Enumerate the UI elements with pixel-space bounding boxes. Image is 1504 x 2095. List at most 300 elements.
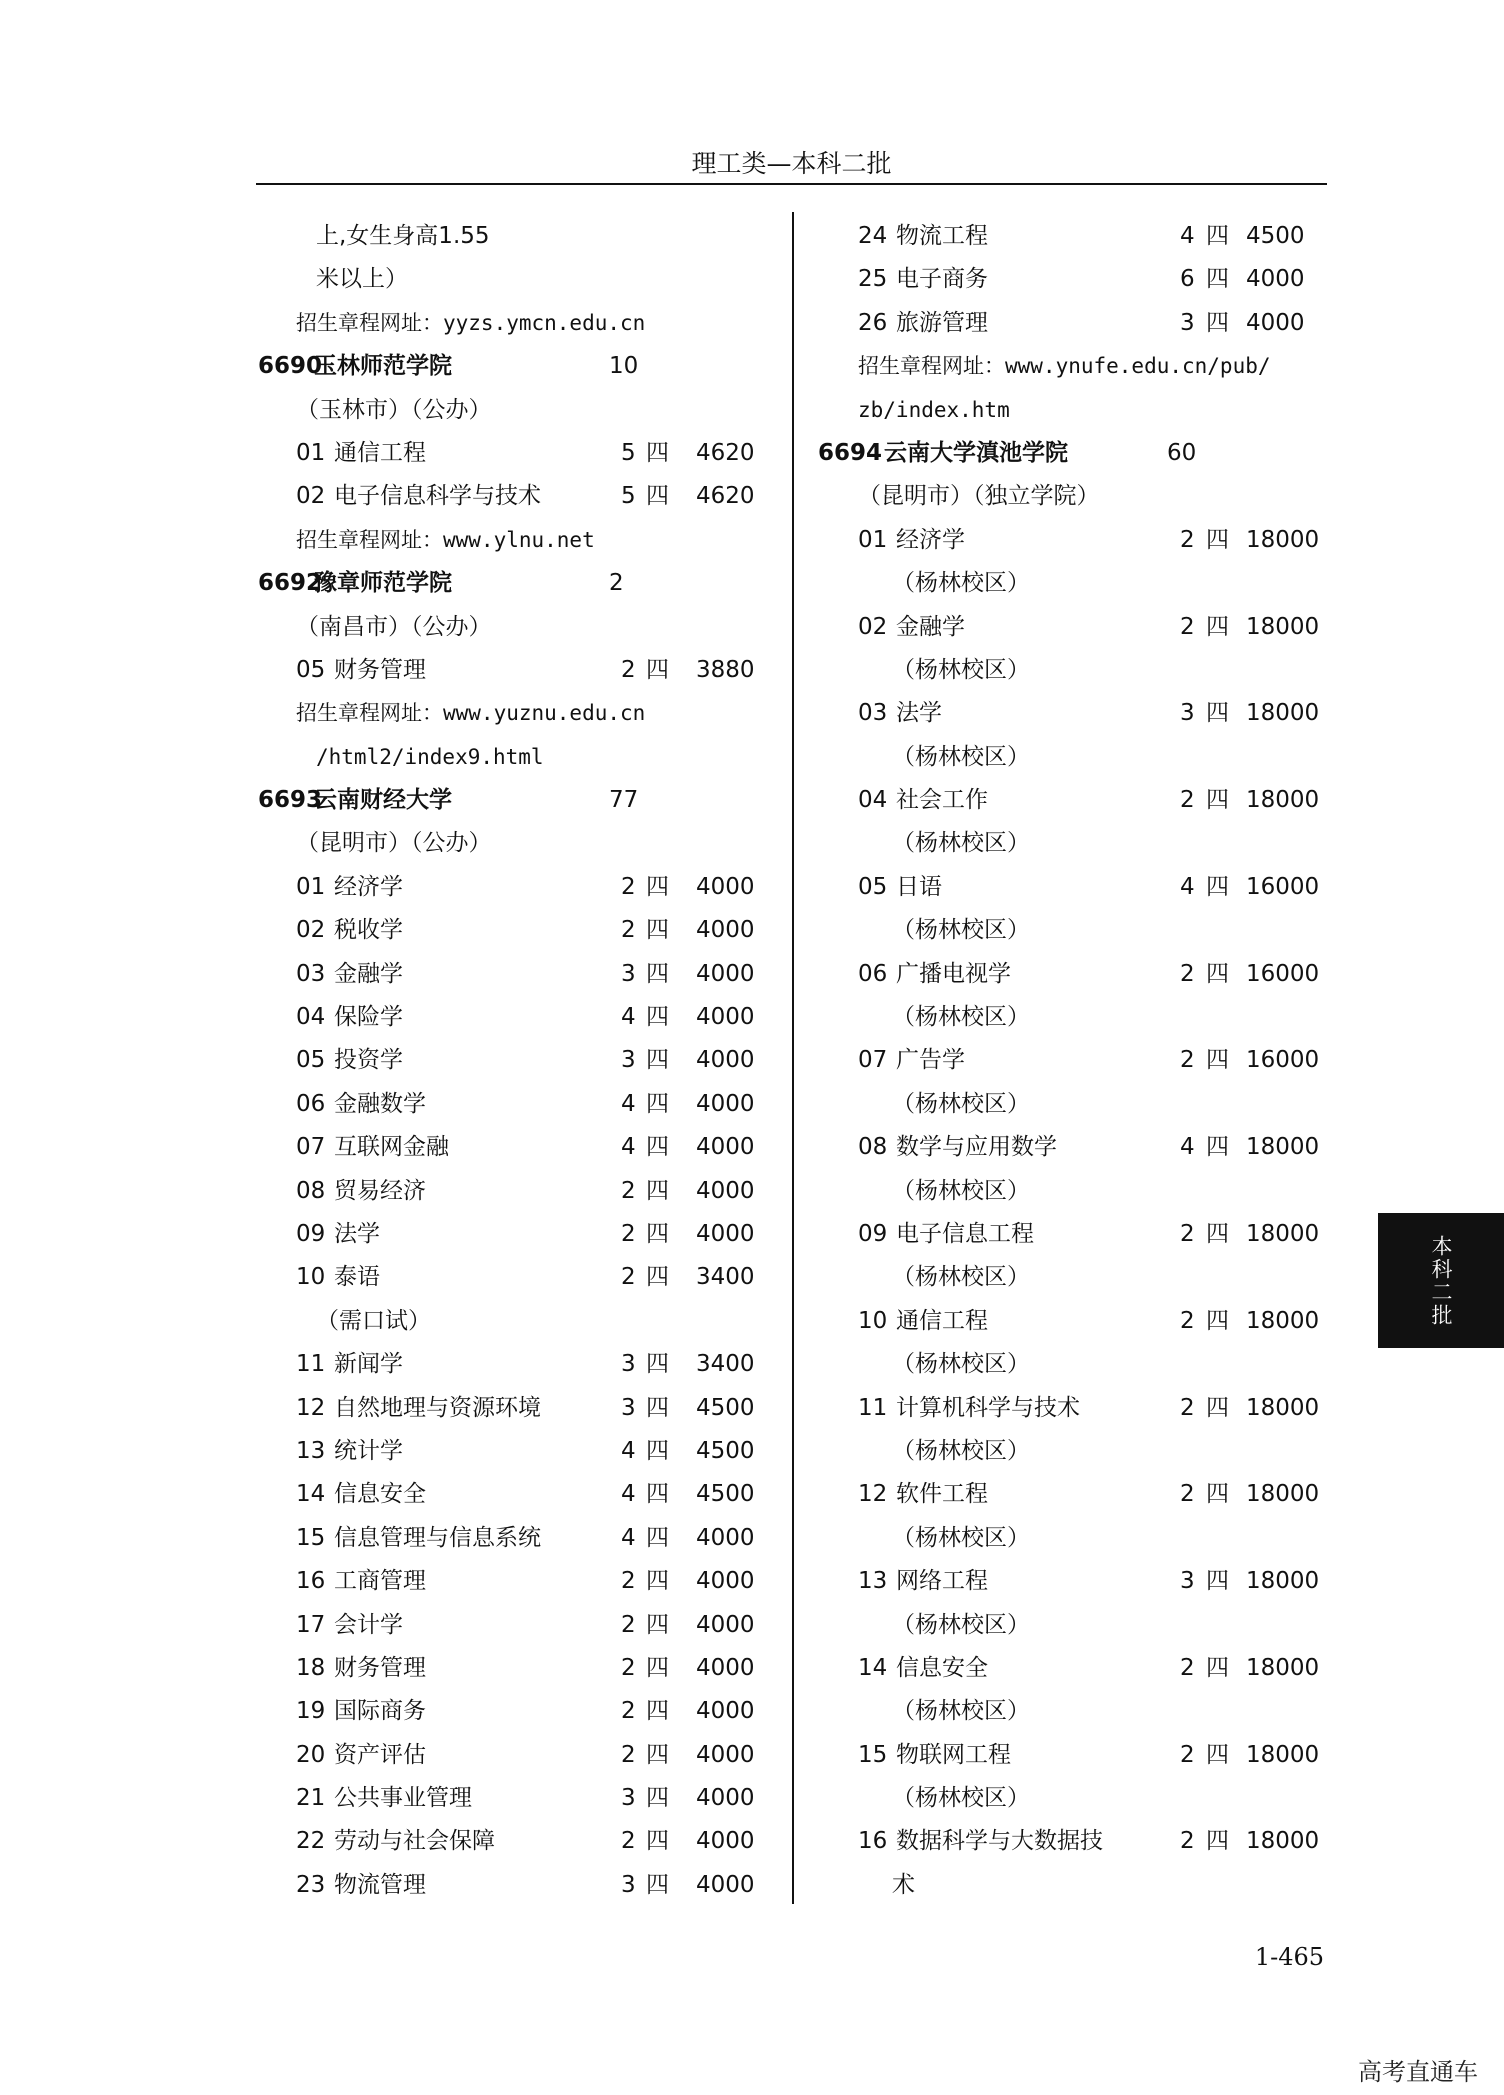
major-number: 02 xyxy=(858,613,888,640)
major-name: 税收学 xyxy=(334,917,403,944)
major-quota: 2 xyxy=(1180,1654,1195,1681)
continuation-text: （杨林校区） xyxy=(892,570,1030,597)
major-fee: 4000 xyxy=(696,1568,755,1595)
left-column xyxy=(256,215,780,1907)
major-fee: 16000 xyxy=(1246,873,1320,900)
major-row xyxy=(256,1256,780,1299)
continuation-row xyxy=(814,996,1324,1039)
major-name: 贸易经济 xyxy=(334,1177,426,1204)
major-quota: 4 xyxy=(621,1004,636,1031)
major-number: 12 xyxy=(858,1481,888,1508)
major-number: 05 xyxy=(296,1047,326,1074)
major-name: 信息安全 xyxy=(334,1481,426,1508)
major-row xyxy=(256,1039,780,1082)
major-number: 01 xyxy=(858,526,888,553)
major-duration: 四 xyxy=(646,1004,669,1031)
major-name: 信息管理与信息系统 xyxy=(334,1524,541,1551)
continuation-text: （杨林校区） xyxy=(892,1264,1030,1291)
major-row xyxy=(256,475,780,518)
major-duration: 四 xyxy=(646,1524,669,1551)
major-row xyxy=(256,1820,780,1863)
major-quota: 2 xyxy=(1180,1394,1195,1421)
major-duration: 四 xyxy=(1206,787,1229,814)
continuation-row xyxy=(814,1170,1324,1213)
continuation-row xyxy=(814,1343,1324,1386)
continuation-row xyxy=(256,215,780,258)
school-location-row xyxy=(256,822,780,865)
major-duration: 四 xyxy=(1206,1307,1229,1334)
major-quota: 2 xyxy=(1180,1307,1195,1334)
major-quota: 4 xyxy=(1180,223,1195,249)
major-number: 04 xyxy=(858,787,888,814)
major-row xyxy=(814,302,1324,345)
major-number: 06 xyxy=(296,1090,326,1117)
major-quota: 2 xyxy=(1180,1047,1195,1074)
side-tab-label: 本科二批 xyxy=(1429,1234,1453,1327)
major-duration: 四 xyxy=(1206,613,1229,640)
continuation-row xyxy=(814,649,1324,692)
major-fee: 4000 xyxy=(696,1177,755,1204)
continuation-text: （杨林校区） xyxy=(892,1785,1030,1812)
major-fee: 4000 xyxy=(696,1741,755,1768)
major-duration: 四 xyxy=(1206,266,1229,293)
major-fee: 4000 xyxy=(696,1134,755,1161)
major-duration: 四 xyxy=(646,917,669,944)
major-duration: 四 xyxy=(646,1394,669,1421)
major-quota: 4 xyxy=(621,1437,636,1464)
major-name: 经济学 xyxy=(334,873,403,900)
major-fee: 4620 xyxy=(696,483,755,510)
major-duration: 四 xyxy=(646,1177,669,1204)
continuation-row xyxy=(256,736,780,779)
major-fee: 4000 xyxy=(696,960,755,987)
continuation-row xyxy=(814,1777,1324,1820)
major-duration: 四 xyxy=(1206,1394,1229,1421)
major-duration: 四 xyxy=(1206,223,1229,249)
continuation-text: （杨林校区） xyxy=(892,656,1030,683)
major-row xyxy=(814,1734,1324,1777)
major-name: 网络工程 xyxy=(896,1568,988,1595)
major-fee: 4000 xyxy=(696,1524,755,1551)
major-number: 02 xyxy=(296,917,326,944)
page-number: 1-465 xyxy=(1254,1943,1324,1971)
major-fee: 3880 xyxy=(696,656,755,683)
continuation-text: （杨林校区） xyxy=(892,917,1030,944)
major-fee: 18000 xyxy=(1246,700,1320,727)
major-number: 16 xyxy=(858,1828,888,1855)
major-quota: 2 xyxy=(621,1654,636,1681)
school-name: 云南财经大学 xyxy=(314,787,452,814)
column-divider xyxy=(792,212,794,1904)
major-fee: 16000 xyxy=(1246,1047,1320,1074)
major-number: 19 xyxy=(296,1698,326,1725)
major-quota: 2 xyxy=(621,873,636,900)
major-fee: 18000 xyxy=(1246,526,1320,553)
major-fee: 4000 xyxy=(696,1654,755,1681)
side-tab xyxy=(1378,1213,1504,1348)
major-number: 18 xyxy=(296,1654,326,1681)
major-row xyxy=(814,1473,1324,1516)
major-row xyxy=(256,1864,780,1907)
major-row xyxy=(256,1473,780,1516)
major-fee: 3400 xyxy=(696,1264,755,1291)
major-number: 22 xyxy=(296,1828,326,1855)
major-row xyxy=(256,1083,780,1126)
major-name: 数学与应用数学 xyxy=(896,1134,1057,1161)
major-duration: 四 xyxy=(646,1828,669,1855)
major-number: 26 xyxy=(858,309,888,336)
major-number: 10 xyxy=(296,1264,326,1291)
major-number: 11 xyxy=(858,1394,888,1421)
major-quota: 2 xyxy=(621,1611,636,1638)
major-quota: 2 xyxy=(621,1220,636,1247)
major-name: 统计学 xyxy=(334,1437,403,1464)
major-duration: 四 xyxy=(1206,1568,1229,1595)
major-row xyxy=(256,909,780,952)
major-fee: 4000 xyxy=(1246,309,1305,336)
major-name: 物流工程 xyxy=(896,223,988,249)
major-quota: 4 xyxy=(1180,1134,1195,1161)
continuation-row xyxy=(814,389,1324,432)
major-number: 25 xyxy=(858,266,888,293)
school-name: 玉林师范学院 xyxy=(314,353,452,380)
major-duration: 四 xyxy=(646,483,669,510)
major-duration: 四 xyxy=(1206,1220,1229,1247)
continuation-row xyxy=(814,1864,1324,1907)
admission-url-row xyxy=(256,302,780,345)
major-quota: 2 xyxy=(1180,960,1195,987)
major-row xyxy=(814,953,1324,996)
major-row xyxy=(814,1647,1324,1690)
major-quota: 6 xyxy=(1180,266,1195,293)
school-location-row xyxy=(256,606,780,649)
major-row xyxy=(814,1039,1324,1082)
major-number: 07 xyxy=(296,1134,326,1161)
major-row xyxy=(814,519,1324,562)
continuation-text: 米以上） xyxy=(316,266,408,293)
major-name: 社会工作 xyxy=(896,787,988,814)
watermark: 高考直通车 xyxy=(1358,2058,1478,2086)
major-row xyxy=(814,1126,1324,1169)
major-fee: 4500 xyxy=(696,1481,755,1508)
major-number: 05 xyxy=(858,873,888,900)
major-duration: 四 xyxy=(646,1698,669,1725)
major-number: 03 xyxy=(858,700,888,727)
major-number: 04 xyxy=(296,1004,326,1031)
major-quota: 4 xyxy=(621,1524,636,1551)
major-duration: 四 xyxy=(1206,1134,1229,1161)
major-quota: 3 xyxy=(621,1871,636,1898)
major-quota: 4 xyxy=(621,1134,636,1161)
major-quota: 2 xyxy=(621,1177,636,1204)
school-location: （昆明市）（独立学院） xyxy=(858,483,1100,510)
major-quota: 2 xyxy=(621,1568,636,1595)
major-quota: 4 xyxy=(621,1481,636,1508)
school-row xyxy=(256,345,780,388)
school-location: （玉林市）（公办） xyxy=(296,396,492,423)
major-fee: 18000 xyxy=(1246,1481,1320,1508)
major-fee: 4000 xyxy=(696,1611,755,1638)
continuation-row xyxy=(814,1256,1324,1299)
major-fee: 4000 xyxy=(696,1047,755,1074)
major-row xyxy=(256,1430,780,1473)
major-quota: 2 xyxy=(1180,1828,1195,1855)
major-number: 14 xyxy=(296,1481,326,1508)
major-duration: 四 xyxy=(1206,1741,1229,1768)
major-quota: 2 xyxy=(621,1828,636,1855)
continuation-row xyxy=(814,1083,1324,1126)
major-fee: 4000 xyxy=(696,873,755,900)
major-number: 12 xyxy=(296,1394,326,1421)
major-row xyxy=(256,1517,780,1560)
major-row xyxy=(814,1387,1324,1430)
major-fee: 4000 xyxy=(1246,266,1305,293)
major-quota: 2 xyxy=(1180,1481,1195,1508)
major-duration: 四 xyxy=(646,656,669,683)
major-row xyxy=(256,1213,780,1256)
major-number: 08 xyxy=(296,1177,326,1204)
major-fee: 18000 xyxy=(1246,1654,1320,1681)
school-quota: 60 xyxy=(1167,439,1197,466)
major-name: 广播电视学 xyxy=(896,960,1011,987)
continuation-row xyxy=(814,1604,1324,1647)
major-quota: 2 xyxy=(1180,1741,1195,1768)
major-name: 资产评估 xyxy=(334,1741,426,1768)
major-row xyxy=(814,215,1324,258)
major-quota: 3 xyxy=(621,1394,636,1421)
major-quota: 3 xyxy=(1180,700,1195,727)
major-name: 法学 xyxy=(896,700,942,727)
right-column xyxy=(814,215,1324,1907)
major-quota: 3 xyxy=(621,960,636,987)
school-quota: 2 xyxy=(609,570,624,597)
major-number: 06 xyxy=(858,960,888,987)
continuation-text: 术 xyxy=(892,1871,915,1898)
major-row xyxy=(256,996,780,1039)
major-quota: 3 xyxy=(1180,309,1195,336)
major-quota: 2 xyxy=(621,1264,636,1291)
major-name: 投资学 xyxy=(334,1047,403,1074)
major-row xyxy=(814,606,1324,649)
major-row xyxy=(814,692,1324,735)
major-name: 信息安全 xyxy=(896,1654,988,1681)
major-fee: 3400 xyxy=(696,1351,755,1378)
major-duration: 四 xyxy=(646,1090,669,1117)
major-duration: 四 xyxy=(646,873,669,900)
major-number: 02 xyxy=(296,483,326,510)
major-name: 工商管理 xyxy=(334,1568,426,1595)
major-number: 24 xyxy=(858,223,888,249)
major-row xyxy=(256,649,780,692)
major-name: 保险学 xyxy=(334,1004,403,1031)
major-row xyxy=(256,1387,780,1430)
major-row xyxy=(256,1734,780,1777)
major-number: 15 xyxy=(296,1524,326,1551)
major-name: 国际商务 xyxy=(334,1698,426,1725)
major-row xyxy=(256,1690,780,1733)
major-number: 09 xyxy=(296,1220,326,1247)
continuation-text: （杨林校区） xyxy=(892,1611,1030,1638)
major-duration: 四 xyxy=(646,1264,669,1291)
major-fee: 18000 xyxy=(1246,613,1320,640)
major-number: 16 xyxy=(296,1568,326,1595)
major-fee: 4000 xyxy=(696,1090,755,1117)
major-name: 通信工程 xyxy=(334,439,426,466)
major-quota: 3 xyxy=(621,1785,636,1812)
major-row xyxy=(256,953,780,996)
continuation-text: （杨林校区） xyxy=(892,1351,1030,1378)
major-row xyxy=(256,1170,780,1213)
major-name: 金融学 xyxy=(334,960,403,987)
school-code: 6694 xyxy=(818,439,883,466)
major-number: 13 xyxy=(858,1568,888,1595)
major-row xyxy=(256,1604,780,1647)
continuation-text: zb/index.htm xyxy=(858,397,1010,422)
major-row xyxy=(814,1213,1324,1256)
continuation-text: （杨林校区） xyxy=(892,1524,1030,1551)
continuation-row xyxy=(814,736,1324,779)
continuation-text: （杨林校区） xyxy=(892,1177,1030,1204)
major-fee: 16000 xyxy=(1246,960,1320,987)
major-row xyxy=(814,779,1324,822)
major-duration: 四 xyxy=(646,1871,669,1898)
major-number: 23 xyxy=(296,1871,326,1898)
major-number: 03 xyxy=(296,960,326,987)
major-duration: 四 xyxy=(646,1481,669,1508)
major-number: 01 xyxy=(296,873,326,900)
major-fee: 18000 xyxy=(1246,1134,1320,1161)
major-fee: 4000 xyxy=(696,1785,755,1812)
major-duration: 四 xyxy=(646,1611,669,1638)
major-quota: 2 xyxy=(621,1698,636,1725)
continuation-row xyxy=(256,1300,780,1343)
major-duration: 四 xyxy=(646,1134,669,1161)
major-duration: 四 xyxy=(1206,1047,1229,1074)
major-name: 日语 xyxy=(896,873,942,900)
school-location: （南昌市）（公办） xyxy=(296,613,492,640)
school-code: 6692 xyxy=(258,570,323,597)
admission-url-row xyxy=(256,692,780,735)
admission-url-row xyxy=(256,519,780,562)
school-row xyxy=(814,432,1324,475)
major-duration: 四 xyxy=(646,1741,669,1768)
page-header xyxy=(256,148,1327,180)
continuation-row xyxy=(814,822,1324,865)
school-location-row xyxy=(814,475,1324,518)
major-duration: 四 xyxy=(646,1351,669,1378)
major-fee: 18000 xyxy=(1246,1220,1320,1247)
major-quota: 2 xyxy=(1180,526,1195,553)
major-row xyxy=(256,1126,780,1169)
major-name: 广告学 xyxy=(896,1047,965,1074)
major-duration: 四 xyxy=(646,1220,669,1247)
major-fee: 18000 xyxy=(1246,1307,1320,1334)
major-number: 17 xyxy=(296,1611,326,1638)
continuation-row xyxy=(814,1690,1324,1733)
major-duration: 四 xyxy=(1206,960,1229,987)
major-name: 数据科学与大数据技 xyxy=(896,1828,1103,1855)
header-rule xyxy=(256,183,1327,185)
major-duration: 四 xyxy=(1206,873,1229,900)
admission-url: 招生章程网址：www.ynufe.edu.cn/pub/ xyxy=(858,354,1271,379)
continuation-row xyxy=(814,562,1324,605)
major-row xyxy=(814,1560,1324,1603)
major-row xyxy=(814,1300,1324,1343)
major-number: 09 xyxy=(858,1220,888,1247)
major-name: 互联网金融 xyxy=(334,1134,449,1161)
continuation-text: （需口试） xyxy=(316,1307,431,1334)
major-fee: 4000 xyxy=(696,1828,755,1855)
continuation-row xyxy=(814,1517,1324,1560)
major-fee: 4000 xyxy=(696,1220,755,1247)
admission-url-row xyxy=(814,345,1324,388)
major-number: 15 xyxy=(858,1741,888,1768)
major-fee: 18000 xyxy=(1246,1828,1320,1855)
major-quota: 2 xyxy=(1180,787,1195,814)
major-fee: 4500 xyxy=(1246,223,1305,249)
major-name: 新闻学 xyxy=(334,1351,403,1378)
major-row xyxy=(814,1820,1324,1863)
major-name: 劳动与社会保障 xyxy=(334,1828,495,1855)
continuation-text: 上,女生身高1.55 xyxy=(316,223,490,249)
major-quota: 2 xyxy=(621,656,636,683)
continuation-text: /html2/index9.html xyxy=(316,744,544,769)
major-quota: 4 xyxy=(621,1090,636,1117)
school-code: 6690 xyxy=(258,353,323,380)
continuation-row xyxy=(256,258,780,301)
major-fee: 4620 xyxy=(696,439,755,466)
major-duration: 四 xyxy=(646,439,669,466)
major-duration: 四 xyxy=(1206,1828,1229,1855)
major-quota: 3 xyxy=(621,1047,636,1074)
major-number: 08 xyxy=(858,1134,888,1161)
major-duration: 四 xyxy=(1206,700,1229,727)
major-row xyxy=(256,1777,780,1820)
major-quota: 2 xyxy=(1180,613,1195,640)
major-name: 自然地理与资源环境 xyxy=(334,1394,541,1421)
major-fee: 4000 xyxy=(696,917,755,944)
major-quota: 4 xyxy=(1180,873,1195,900)
continuation-text: （杨林校区） xyxy=(892,830,1030,857)
school-code: 6693 xyxy=(258,787,323,814)
major-duration: 四 xyxy=(1206,309,1229,336)
major-quota: 5 xyxy=(621,483,636,510)
major-fee: 18000 xyxy=(1246,787,1320,814)
major-number: 05 xyxy=(296,656,326,683)
major-name: 金融数学 xyxy=(334,1090,426,1117)
major-duration: 四 xyxy=(646,1785,669,1812)
major-number: 10 xyxy=(858,1307,888,1334)
major-number: 01 xyxy=(296,439,326,466)
major-quota: 2 xyxy=(621,917,636,944)
major-number: 20 xyxy=(296,1741,326,1768)
school-location-row xyxy=(256,389,780,432)
major-name: 电子信息工程 xyxy=(896,1220,1034,1247)
major-name: 公共事业管理 xyxy=(334,1785,472,1812)
major-duration: 四 xyxy=(646,1654,669,1681)
major-row xyxy=(256,1647,780,1690)
major-fee: 18000 xyxy=(1246,1568,1320,1595)
major-name: 财务管理 xyxy=(334,656,426,683)
major-row xyxy=(256,866,780,909)
major-fee: 4500 xyxy=(696,1394,755,1421)
major-number: 14 xyxy=(858,1654,888,1681)
school-name: 豫章师范学院 xyxy=(314,570,452,597)
major-name: 旅游管理 xyxy=(896,309,988,336)
major-row xyxy=(814,258,1324,301)
major-name: 软件工程 xyxy=(896,1481,988,1508)
major-duration: 四 xyxy=(646,1047,669,1074)
